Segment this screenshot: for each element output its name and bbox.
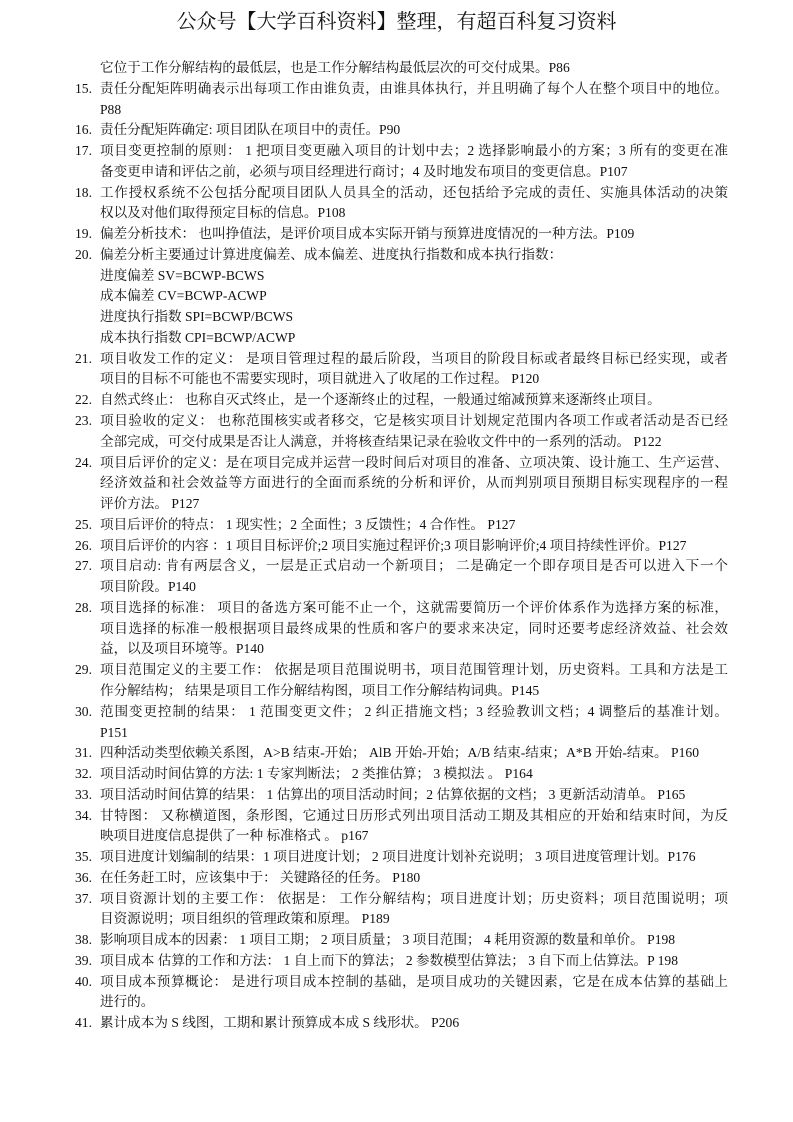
list-item [0,536,793,557]
text-line [0,453,793,474]
text-line [0,847,793,868]
item-number: 21. [75,350,92,366]
list-item [0,183,793,225]
text-line [0,930,793,951]
item-text: 影响项目成本的因素： 1 项目工期； 2 项目质量； 3 项目范围； 4 耗用资源的数量和单价。 P198 [100,932,676,948]
text-line [0,536,793,557]
item-text: 项目资源计划的主要工作： 依据是： 工作分解结构；项目进度计划；历史资料；项目范围说明；项 [100,890,728,906]
list-item [0,702,793,744]
item-number: 24. [75,454,92,470]
item-text: 它位于工作分解结构的最低层，也是工作分解结构最低层次的可交付成果。P86 [100,60,570,75]
item-text: 项目的目标不可能也不需要实现时，项目就进入了收尾的工作过程。 P120 [100,371,540,387]
item-text: 项目后评价的特点： 1 现实性；2 全面性；3 反馈性；4 合作性。 P127 [100,516,516,532]
item-number: 33. [75,786,92,802]
item-text: 项目成本预算概论： 是进行项目成本控制的基础，是项目成功的关键因素，它是在成本估算的基础上 [100,973,728,989]
item-number: 23. [75,413,92,429]
item-text: 四种活动类型依赖关系图，A>B 结束-开始； AlB 开始-开始；A/B 结束-结束；A*B 开始-结束。 P160 [100,745,699,761]
text-line [0,141,793,162]
item-text: 项目后评价的定义：是在项目完成并运营一段时间后对项目的准备、立项决策、设计施工、生产运营、 [100,454,728,470]
text-line [0,743,793,764]
document-body [0,58,793,1034]
item-text: 项目后评价的内容 ：1 项目目标评价;2 项目实施过程评价;3 项目影响评价;4 项目持续性评价。P127 [100,537,687,553]
list-item [0,245,793,349]
item-text: 进度偏差 SV=BCWP-BCWS [100,267,265,283]
text-line [0,473,793,494]
text-line [0,100,793,121]
item-number: 20. [75,246,92,262]
text-line [0,764,793,785]
item-number: 25. [75,516,92,532]
item-text: 项目活动时间估算的方法: 1 专家判断法； 2 类推估算； 3 模拟法 。 P164 [100,766,533,782]
item-text: 项目成本 估算的工作和方法： 1 自上而下的算法； 2 参数模型估算法； 3 自下而上估算法。P 198 [100,952,678,968]
text-line [0,992,793,1013]
item-text: 成本执行指数 CPI=BCWP/ACWP [100,329,296,345]
text-line [0,660,793,681]
item-number: 35. [75,849,92,865]
text-line [0,556,793,577]
text-line [0,951,793,972]
item-number: 27. [75,558,92,574]
item-text: 累计成本为 S 线图，工期和累计预算成本成 S 线形状。 P206 [100,1015,460,1031]
item-text: 评价方法。 P127 [100,496,200,512]
list-item [0,58,793,79]
text-line [0,785,793,806]
text-line [0,162,793,183]
item-number: 32. [75,766,92,782]
list-item [0,764,793,785]
item-number: 30. [75,703,92,719]
text-line [0,868,793,889]
text-line [0,972,793,993]
list-item [0,79,793,121]
text-line [0,432,793,453]
list-item [0,847,793,868]
item-number: 40. [75,973,92,989]
item-text: 成本偏差 CV=BCWP-ACWP [100,288,267,304]
item-number: 16. [75,122,92,138]
text-line [0,1013,793,1034]
item-number: 38. [75,932,92,948]
text-line [0,245,793,266]
item-text: 进行的。 [100,994,155,1010]
item-number: 28. [75,599,92,615]
list-item [0,660,793,702]
item-text: 项目验收的定义： 也称范围核实或者移交，它是核实项目计划规定范围内各项工作或者活动是否已经 [100,413,728,429]
item-number: 29. [75,662,92,678]
text-line [0,681,793,702]
text-line [0,515,793,536]
item-text: 进度执行指数 SPI=BCWP/BCWS [100,309,294,325]
item-number: 26. [75,537,92,553]
list-item [0,743,793,764]
text-line [0,120,793,141]
page-header: 公众号【大学百科资料】整理，有超百科复习资料 [176,11,617,33]
list-item [0,224,793,245]
list-item [0,411,793,453]
item-text: P151 [100,724,128,740]
text-line [0,806,793,827]
item-text: 项目活动时间估算的结果： 1 估算出的项目活动时间；2 估算依据的文档； 3 更新活动清单。 P165 [100,786,686,802]
text-line [0,390,793,411]
text-line [0,183,793,204]
text-line [0,723,793,744]
list-item [0,889,793,931]
text-line [0,224,793,245]
text-line [0,307,793,328]
text-line [0,702,793,723]
text-line [0,889,793,910]
list-item [0,349,793,391]
item-text: 责任分配矩阵确定: 项目团队在项目中的责任。P90 [100,122,401,138]
list-item [0,951,793,972]
list-item [0,785,793,806]
item-text: 项目阶段。P140 [100,579,196,595]
item-text: 范围变更控制的结果： 1 范围变更文件； 2 纠正措施文档；3 经验教训文档；4 调整后的基准计划。 [100,703,728,719]
item-number: 17. [75,143,92,159]
item-number: 37. [75,890,92,906]
item-text: 偏差分析主要通过计算进度偏差、成本偏差、进度执行指数和成本执行指数： [100,246,563,262]
text-line [0,286,793,307]
text-line [0,369,793,390]
list-item [0,868,793,889]
item-text: 备变更申请和评估之前，必须与项目经理进行商讨；4 及时地发布项目的变更信息。P107 [100,163,628,179]
list-item [0,120,793,141]
item-number: 19. [75,226,92,242]
text-line [0,577,793,598]
item-number: 41. [75,1015,92,1031]
item-text: 益，以及项目环境等。P140 [100,641,264,657]
item-text: 项目选择的标准一般根据项目最终成果的性质和客户的要求来决定，同时还要考虑经济效益、社会效 [100,620,728,636]
text-line [0,494,793,515]
item-text: 全部完成，可交付成果是否让人满意，并将核查结果记录在验收文件中的一系列的活动。 P122 [100,433,662,449]
text-line [0,266,793,287]
item-text: 作分解结构； 结果是项目工作分解结构图，项目工作分解结构词典。P145 [100,682,540,698]
item-text: P88 [100,101,122,117]
text-line [0,328,793,349]
list-item [0,453,793,515]
list-item [0,930,793,951]
text-line [0,58,793,79]
item-text: 在任务赶工时，应该集中于： 关键路径的任务。 P180 [100,869,421,885]
list-item [0,390,793,411]
text-line [0,598,793,619]
text-line [0,203,793,224]
list-item [0,141,793,183]
list-item [0,972,793,1014]
list-item [0,1013,793,1034]
text-line [0,909,793,930]
item-text: 权以及对他们取得预定目标的信息。P108 [100,205,346,221]
text-line [0,639,793,660]
item-text: 经济效益和社会效益等方面进行的全面而系统的分析和评价，从而判别项目预期目标实现程序的一程 [100,475,728,491]
item-text: 目资源说明；项目组织的管理政策和原理。 P189 [100,911,390,927]
text-line [0,619,793,640]
text-line [0,826,793,847]
item-text: 项目进度计划编制的结果：1 项目进度计划； 2 项目进度计划补充说明； 3 项目进度管理计划。P176 [100,849,696,865]
item-number: 39. [75,952,92,968]
item-text: 项目选择的标准： 项目的备选方案可能不止一个，这就需要简历一个评价体系作为选择方案的标准， [100,599,728,615]
item-number: 18. [75,184,92,200]
text-line [0,411,793,432]
item-text: 项目范围定义的主要工作： 依据是项目范围说明书，项目范围管理计划，历史资料。工具和方法是工 [100,662,728,678]
item-text: 甘特图： 又称横道图，条形图，它通过日历形式列出项目活动工期及其相应的开始和结束时间，为反 [100,807,728,823]
item-text: 映项目进度信息提供了一种 标准格式 。 p167 [100,828,369,844]
list-item [0,515,793,536]
item-number: 34. [75,807,92,823]
item-number: 36. [75,869,92,885]
item-text: 项目收发工作的定义： 是项目管理过程的最后阶段，当项目的阶段目标或者最终目标已经实现，或者 [100,350,728,366]
item-text: 项目变更控制的原则： 1 把项目变更融入项目的计划中去；2 选择影响最小的方案；3 所有的变更在准 [100,143,728,159]
item-number: 31. [75,745,92,761]
item-text: 项目启动: 肯有两层含义，一层是正式启动一个新项目； 二是确定一个即存项目是否可以进入下一个 [100,558,728,574]
item-text: 偏差分析技术： 也叫挣值法，是评价项目成本实际开销与预算进度情况的一种方法。P109 [100,226,635,242]
list-item [0,806,793,848]
list-item [0,598,793,660]
item-text: 工作授权系统不公包括分配项目团队人员具全的活动，还包括给予完成的责任、实施具体活动的决策 [100,184,728,200]
item-number: 22. [75,392,92,408]
text-line [0,349,793,370]
item-text: 自然式终止： 也称自灭式终止，是一个逐渐终止的过程，一般通过缩减预算来逐渐终止项目。 [100,392,661,408]
list-item [0,556,793,598]
item-number: 15. [75,80,92,96]
item-text: 责任分配矩阵明确表示出每项工作由谁负责，由谁具体执行，并且明确了每个人在整个项目中的地位。 [100,80,728,96]
text-line [0,79,793,100]
